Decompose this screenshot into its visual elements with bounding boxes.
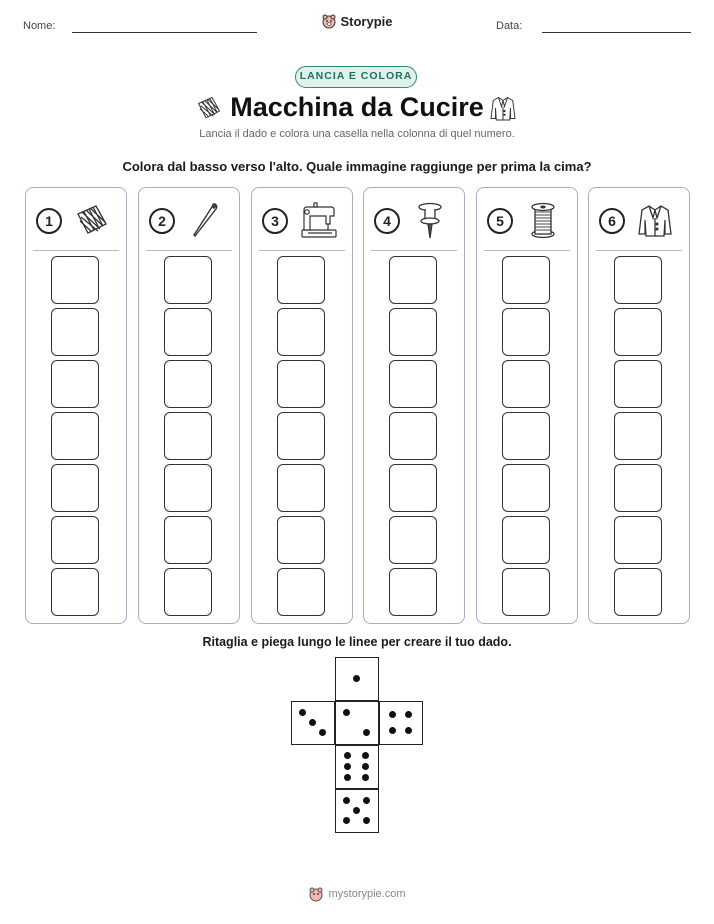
die-pip xyxy=(362,763,369,770)
color-cell[interactable] xyxy=(51,360,99,408)
page-title: Macchina da Cucire xyxy=(230,92,484,122)
storypie-logo-icon xyxy=(308,886,324,902)
color-cell[interactable] xyxy=(51,308,99,356)
date-label: Data: xyxy=(496,20,523,32)
column-3 xyxy=(251,187,353,624)
column-number: 6 xyxy=(599,208,625,234)
column-number: 4 xyxy=(374,208,400,234)
color-cell[interactable] xyxy=(277,256,325,304)
color-cell[interactable] xyxy=(389,308,437,356)
date-line[interactable] xyxy=(542,32,691,33)
die-pip xyxy=(343,797,350,804)
instruction: Colora dal basso verso l'alto. Quale immagine raggiunge per prima la cima? xyxy=(122,159,592,174)
die-pip xyxy=(405,727,412,734)
die-pip xyxy=(353,675,360,682)
footer xyxy=(0,886,714,907)
column-1 xyxy=(25,187,127,624)
die-pip xyxy=(343,817,350,824)
color-cell[interactable] xyxy=(277,412,325,460)
die-pip xyxy=(362,774,369,781)
die-pip xyxy=(344,774,351,781)
column-divider xyxy=(484,250,570,251)
color-cell[interactable] xyxy=(277,516,325,564)
die-pip xyxy=(353,807,360,814)
jacket-icon xyxy=(488,93,518,123)
die-pip xyxy=(309,719,316,726)
color-cell[interactable] xyxy=(164,308,212,356)
color-cell[interactable] xyxy=(614,360,662,408)
color-cell[interactable] xyxy=(277,568,325,616)
column-divider xyxy=(259,250,345,251)
die-pip xyxy=(343,709,350,716)
die-pip xyxy=(363,729,370,736)
die-face-4 xyxy=(379,701,423,745)
color-cell[interactable] xyxy=(502,256,550,304)
needle-icon xyxy=(185,200,225,240)
color-cell[interactable] xyxy=(502,308,550,356)
column-number: 3 xyxy=(262,208,288,234)
die-pip xyxy=(344,763,351,770)
color-cell[interactable] xyxy=(614,412,662,460)
pin-icon xyxy=(410,200,450,240)
color-cell[interactable] xyxy=(51,516,99,564)
subtitle: Lancia il dado e colora una casella nella colonna di quel numero. xyxy=(199,128,515,140)
color-cell[interactable] xyxy=(502,412,550,460)
column-number: 5 xyxy=(487,208,513,234)
cut-instruction: Ritaglia e piega lungo le linee per creare il tuo dado. xyxy=(202,635,512,649)
sewing-machine-icon xyxy=(298,200,338,240)
color-cell[interactable] xyxy=(614,464,662,512)
color-cell[interactable] xyxy=(164,568,212,616)
column-5 xyxy=(476,187,578,624)
column-number: 1 xyxy=(36,208,62,234)
color-cell[interactable] xyxy=(164,412,212,460)
color-cell[interactable] xyxy=(277,464,325,512)
color-cell[interactable] xyxy=(614,308,662,356)
color-cell[interactable] xyxy=(51,256,99,304)
color-cell[interactable] xyxy=(389,412,437,460)
die-pip xyxy=(362,752,369,759)
color-cell[interactable] xyxy=(389,256,437,304)
die-face-2 xyxy=(335,701,379,745)
color-cell[interactable] xyxy=(164,360,212,408)
die-face-6 xyxy=(335,745,379,789)
column-6 xyxy=(588,187,690,624)
die-face-5 xyxy=(335,789,379,833)
brand-name: Storypie xyxy=(340,13,393,29)
column-divider xyxy=(33,250,119,251)
column-2 xyxy=(138,187,240,624)
column-divider xyxy=(146,250,232,251)
die-pip xyxy=(299,709,306,716)
die-pip xyxy=(363,817,370,824)
color-cell[interactable] xyxy=(277,360,325,408)
name-label: Nome: xyxy=(23,20,56,32)
brand xyxy=(0,13,714,34)
die-pip xyxy=(405,711,412,718)
color-cell[interactable] xyxy=(614,568,662,616)
die-face-1 xyxy=(335,657,379,701)
color-cell[interactable] xyxy=(389,568,437,616)
color-cell[interactable] xyxy=(614,516,662,564)
storypie-logo-icon xyxy=(321,13,337,29)
die-pip xyxy=(344,752,351,759)
footer-url[interactable]: mystorypie.com xyxy=(328,888,406,900)
color-cell[interactable] xyxy=(51,412,99,460)
jacket-icon xyxy=(635,200,675,240)
color-cell[interactable] xyxy=(277,308,325,356)
color-cell[interactable] xyxy=(389,464,437,512)
activity-badge: LANCIA E COLORA xyxy=(295,66,417,88)
die-pip xyxy=(389,727,396,734)
thread-spool-icon xyxy=(523,200,563,240)
color-cell[interactable] xyxy=(502,464,550,512)
column-number: 2 xyxy=(149,208,175,234)
color-cell[interactable] xyxy=(614,256,662,304)
die-face-3 xyxy=(291,701,335,745)
column-divider xyxy=(371,250,457,251)
color-cell[interactable] xyxy=(389,516,437,564)
color-cell[interactable] xyxy=(164,256,212,304)
column-4 xyxy=(363,187,465,624)
color-cell[interactable] xyxy=(164,464,212,512)
column-divider xyxy=(596,250,682,251)
die-pip xyxy=(389,711,396,718)
color-cell[interactable] xyxy=(51,568,99,616)
color-cell[interactable] xyxy=(164,516,212,564)
color-cell[interactable] xyxy=(502,516,550,564)
color-cell[interactable] xyxy=(51,464,99,512)
color-cell[interactable] xyxy=(502,568,550,616)
die-pip xyxy=(319,729,326,736)
die-pip xyxy=(363,797,370,804)
color-cell[interactable] xyxy=(389,360,437,408)
fabric-icon xyxy=(72,200,112,240)
color-cell[interactable] xyxy=(502,360,550,408)
